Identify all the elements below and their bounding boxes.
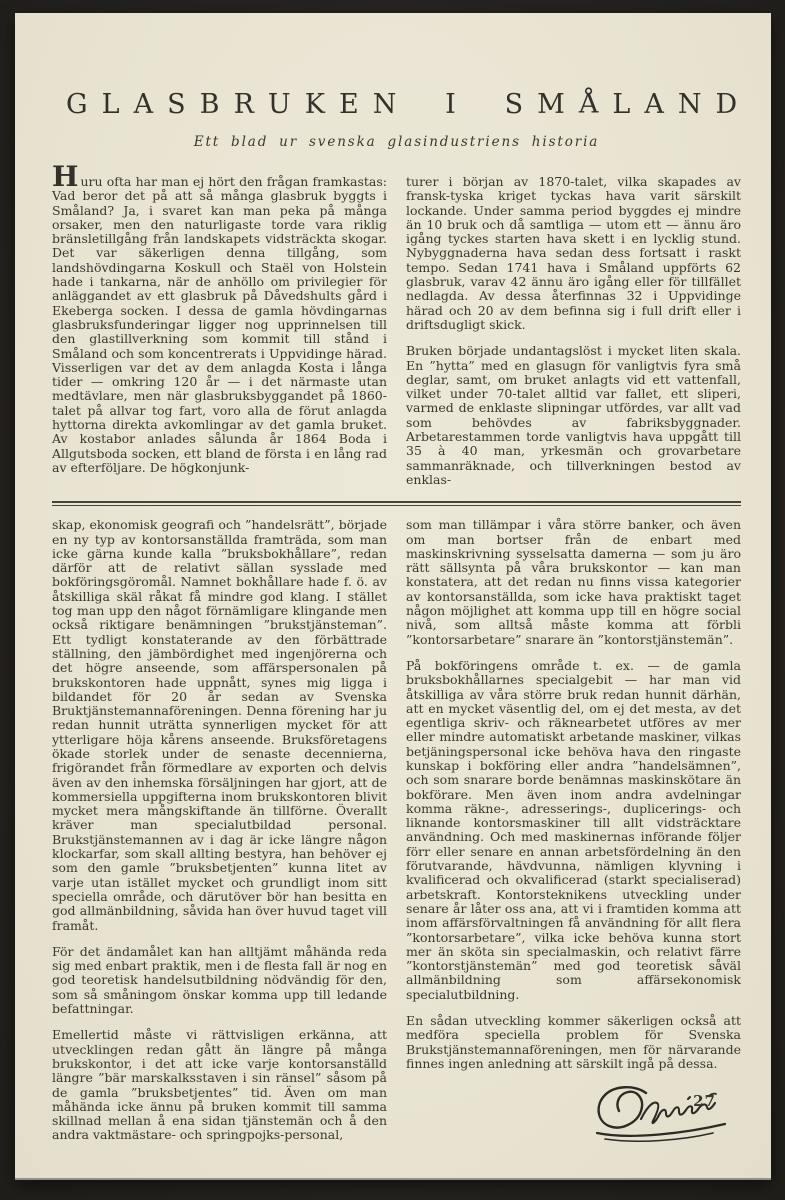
bottom-column-left [52,518,387,1154]
drop-cap: H [52,160,79,193]
paragraph-text: uru ofta har man ej hört den frågan framkastas: Vad beror det på att så många glasbruk byggts i Småland? Ja, i svaret kan man peka på många orsaker, men den naturligaste torde vara riklig bränsletillgång från landskapets vidsträckta skogar. Det var säkerligen denna tillgång, som landshövdingarna Koskull och Staël von Holstein hade i tankarna, när de anhöllo om privilegier för anläggandet av ett glasbruk på Dåvedshults gård i Ekeberga socken. I dessa de gamla hövdingarnas glasbruksfunderingar ligger nog upprinnelsen till den glastillverkning som kommit till stånd i Småland och som koncentrerats i Uppvidinge härad. Visserligen var det av dem anlagda Kosta i långa tider — omkring 120 år — i det närmaste utan medtävlare, men när glasbruksbyggandet på 1860-talet på allvar tog fart, voro alla de förut anlagda hyttorna direkta avkomlingar av det gamla bruket. Av kostabor anlades sålunda år 1864 Boda i Allgutsboda socken, ett bland de första i en lång rad av efterföljare. De högkonjunk- [52,174,387,475]
bottom-section [52,518,741,1154]
paragraph: som man tillämpar i våra större banker, och även om man bortser från de enbart med maskinskrivning sysselsatta damerna — som ju äro rätt sällsynta på våra brukskontor — kan man konstatera, att det redan nu finns vissa kategorier av kontorsanställda, som icke hava praktiskt taget någon möjlighet att komma upp till en högre social nivå, som alltså måste komma att förbli ”kontorsarbetare” snarare än ”kontorstjänstemän”. [406,517,741,647]
signature [406,1083,741,1149]
top-column-left [52,160,387,499]
paragraph: turer i början av 1870-talet, vilka skapades av fransk-tyska kriget tyckas hava varit särskilt lockande. Under samma period byggdes ej mindre än 10 bruk och då samtliga — utom ett — ännu äro igång tyckes starten hava skett i en lycklig stund. Nybyggnaderna hava sedan dess fortsatt i raskt tempo. Sedan 1741 hava i Småland uppförts 62 glasbruk, varav 42 ännu äro igång eller för tillfället nedlagda. Av dessa återfinnas 32 i Uppvidinge härad och 20 av dem befinna sig i full drift eller i driftsdugligt skick. [406,174,741,332]
article-subtitle: Ett blad ur svenska glasindustriens historia [193,134,600,150]
paragraph: På bokföringens område t. ex. — de gamla bruksbokhållarnes specialgebit — har man vid åtskilliga av våra större bruk redan hunnit därhän, att en mycket väsentlig del, om ej det mesta, av det egentliga skriv- och räknearbetet utföres av mer eller mindre automatiskt arbetande maskiner, vilkas betjäningspersonal icke behöva hava den ringaste kunskap i bokföring eller andra ”handelsämnen”, och som snarare borde benämnas maskinskötare än bokförare. Men även inom andra avdelningar komma räkne-, adresserings-, duplicerings- och liknande kontorsmaskiner till allt vidsträcktare användning. Och med maskinernas införande följer förr eller senare en annan arbetsfördelning än den förutvarande, hävdvunna, nämligen klyvning i kvalificerad och okvalificerad (starkt specialiserad) arbetskraft. Kontorsteknikens utveckling under senare år låter oss ana, att vi i framtiden komma att inom affärsförvaltningen få användning för allt flera ”kontorsarbetare”, vilka icke behöva kunna stort mer än sköta sin specialmaskin, och relativt färre ”kontorstjänstemän” med god teoretisk såväl allmänbildning som affärsekonomisk specialutbildning. [406,657,741,1002]
paragraph [52,160,387,475]
article-title: GLASBRUKEN I SMÅLAND [66,89,752,120]
paragraph: Bruken började undantagslöst i mycket liten skala. En ”hytta” med en glasugn för vanligtvis fyra små deglar, samt, om bruket anlagts vid ett vattenfall, vilket under 70-talet alltid var fallet, ett sliperi, varmed de enklaste slipningar utfördes, var allt vad som behövdes av fabriksbyggnader. Arbetarestammen torde vanligtvis hava uppgått till 35 à 40 man, yrkesmän och grovarbetare sammanräknade, och tillverkningen bestod av enklas- [406,343,741,487]
document-page [15,13,771,1178]
paragraph: För det ändamålet kan han alltjämt måhända reda sig med enbart praktik, men i de flesta fall är nog en god teoretisk handelsutbildning nödvändig för den, som så småningom önskar komma upp till ledande befattningar. [52,943,387,1017]
paragraph: skap, ekonomisk geografi och ”handelsrätt”, började en ny typ av kontorsanställda framträda, som man icke gärna kunde kalla ”bruksbokhållare”, redan därför att de relativt sällan sysslade med bokföringsgöromål. Namnet bokhållare hade f. ö. av åtskilliga skäl råkat få mindre god klang. I stället tog man upp den något förnämligare klingande men också riktigare benämningen ”brukstjänsteman”. Ett tydligt konstaterande av den förbättrade ställning, den jämbördighet med ingenjörerna och det högre anseende, som affärspersonalen på brukskontoren hade uppnått, synes mig ligga i bildandet för 20 år sedan av Svenska Bruktjänstemannaföreningen. Denna förening har ju redan hunnit uträtta synnerligen mycket för att ytterligare höja kårens anseende. Bruksföretagens ökade storlek under de senaste decennierna, frigörandet från förmedlare av exporten och delvis även av den inhemska försäljningen har gjort, att de kommersiella uppgifterna inom brukskontoren blivit mycket mera mångskiftande än tillförne. Överallt kräver man specialutbildad personal. Brukstjänstemannen av i dag är icke längre någon klockarfar, som skall allting bestyra, han behöver ej som den gamle ”bruksbetjenten” kunna litet av varje utan istället mycket och grundligt inom sitt speciella område, och därutöver bör han besitta en god allmänbildning, såvida han över huvud taget vill framåt. [52,517,387,933]
top-column-right [406,175,741,499]
masthead [52,13,752,150]
paragraph: Emellertid måste vi rättvisligen erkänna, att utvecklingen redan gått än längre på många brukskontor, i det att icke varje kontorsanställd längre ”bär marskalksstaven i sin ränsel” såsom på de gamla ”bruksbetjentes” tid. Även om man måhända icke ännu på bruken kommit till samma skillnad mellan å ena sidan tjänstemän och å den andra vaktmästare- och springpojks-personal, [52,1027,387,1143]
bottom-column-right [406,518,741,1154]
page-number: 27 [693,1092,716,1110]
section-divider [52,501,741,506]
top-section [52,160,741,499]
paragraph: En sådan utveckling kommer säkerligen också att medföra speciella problem för Svenska Brukstjänstemannaföreningen, men för närvarande finnes ingen anledning att särskilt ingå på dessa. [406,1013,741,1071]
